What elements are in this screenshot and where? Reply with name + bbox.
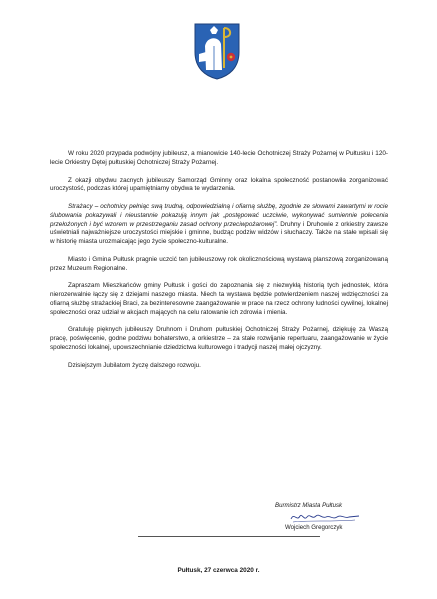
coat-of-arms-icon (193, 22, 241, 80)
orchestra-text: Druhny i Druhowie z orkiestry zawsze uświetniali najważniejsze uroczystości miejskie i gminne, budząc podziw widzów i słuchaczy. Także na stałe wpisali się w historię miasta urozmaicając jego życie społeczno-kulturalne. (50, 220, 388, 245)
paragraph-invitation: Zapraszam Mieszkańców gminy Pułtusk i gości do zapoznania się z niezwykłą historią tych jednostek, która nierozerwalnie łączy się z dziejami naszego miasta. Niech ta wystawa będzie potwierdzeniem naszej wdzięczności za ofiarną służbę strażackiej Braci, za bezinteresowne zaangażowanie w prace na rzecz ochrony ludności cywilnej, lokalnej społeczności oraz udział w akcjach mających na celu ratowanie ich zdrowia i mienia. (50, 282, 388, 316)
firefighters-oath-text: Strażacy – ochotnicy pełniąc swą trudną, odpowiedzialną i ofiarną służbę, zgodnie ze słowami zawartymi w rocie ślubowania pokazywali i nieustannie pokazują innym jak „postępować uczciwie, wykonywać sumiennie polecenia przełożonych i być wzorem w przestrzeganiu zasad ochrony przeciwpożarowej”. (50, 203, 388, 228)
paragraph-wishes: Dzisiejszym Jubilatom życzę dalszego rozwoju. (68, 361, 201, 369)
divider-line (138, 536, 320, 537)
signature-block (275, 502, 385, 531)
handwritten-signature (289, 510, 361, 524)
paragraph-anniversary: W roku 2020 przypada podwójny jubileusz, a mianowicie 140-lecie Ochotniczej Straży Pożarnej w Pułtusku i 120-lecie Orkiestry Dętej pułtuskiej Ochotniczej Straży Pożarnej. (50, 150, 388, 166)
paragraph-firefighters (50, 203, 388, 247)
signatory-title: Burmistrz Miasta Pułtusk (275, 502, 343, 509)
letter-body (50, 150, 388, 380)
paragraph-exhibition: Miasto i Gmina Pułtusk pragnie uczcić ten jubileuszowy rok okolicznościową wystawą planszową zorganizowaną przez Muzeum Regionalne. (50, 255, 388, 272)
signatory-name: Wojciech Gregorczyk (285, 524, 343, 531)
paragraph-congratulations: Gratuluję pięknych jubileuszy Druhnom i Druhom pułtuskiej Ochotniczej Straży Pożarnej, dziękuję za Waszą pracę, poświęcenie, godne podziwu bohaterstwo, a orkiestrze – za stałe rozwijanie repertuaru, zaangażowanie w życie społeczności lokalnej, upowszechnianie dziedzictwa kulturowego i tradycji naszej małej ojczyzny. (50, 326, 388, 351)
paragraph-celebration: Z okazji obydwu zacnych jubileuszy Samorząd Gminny oraz lokalna społeczność postanowiła zorganizować uroczystość, podczas której upamiętniamy obydwa te wydarzenia. (50, 176, 388, 193)
place-date: Pułtusk, 27 czerwca 2020 r. (177, 567, 260, 574)
